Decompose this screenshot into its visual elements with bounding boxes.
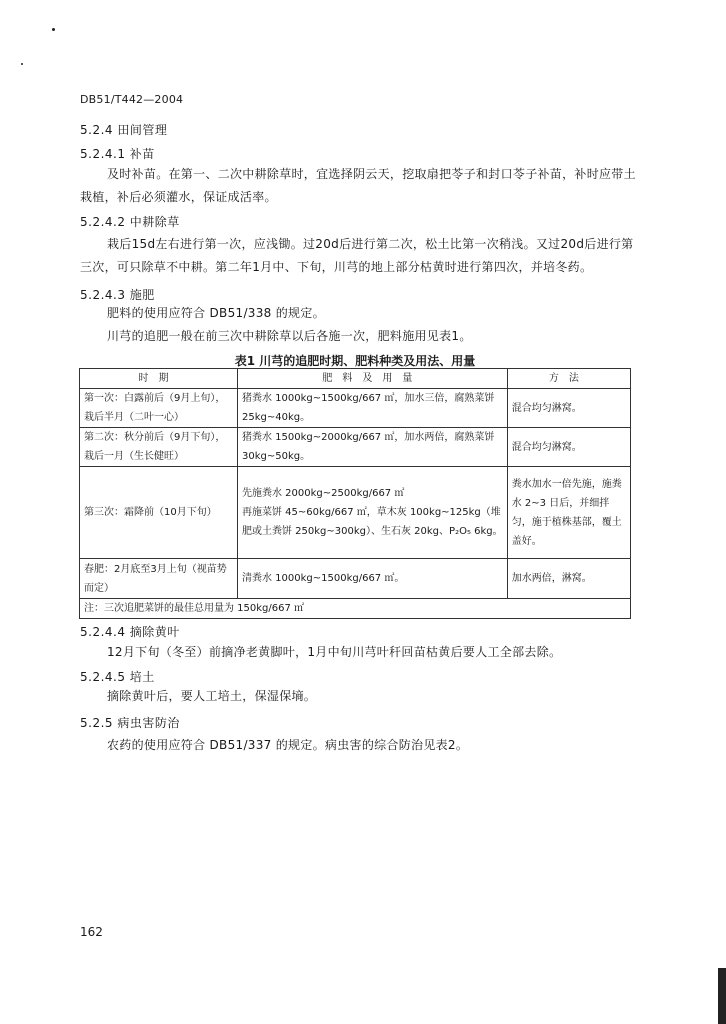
cell-period: 第二次：秋分前后（9月下旬），栽后一月（生长健旺） bbox=[80, 428, 238, 467]
table-row bbox=[80, 428, 631, 467]
table-row bbox=[80, 389, 631, 428]
cell-fertilizer: 猪粪水 1500kg~2000kg/667 ㎡，加水两倍，腐熟菜饼30kg~50kg。 bbox=[237, 428, 507, 467]
cell-method: 加水两倍，淋窝。 bbox=[507, 559, 630, 599]
table-caption: 表1 川芎的追肥时期、肥料种类及用法、用量 bbox=[234, 354, 476, 368]
cell-method: 粪水加水一倍先施，施粪水 2~3 日后，并细拌匀，施于植株基部，覆土盖好。 bbox=[507, 467, 630, 559]
table-note: 注：三次追肥菜饼的最佳总用量为 150kg/667 ㎡ bbox=[80, 599, 631, 619]
table-note-row bbox=[80, 599, 631, 619]
paragraph: 肥料的使用应符合 DB51/338 的规定。 bbox=[107, 306, 325, 320]
table-row bbox=[80, 559, 631, 599]
document-code: DB51/T442—2004 bbox=[80, 93, 184, 106]
paragraph: 摘除黄叶后，要人工培土，保湿保墒。 bbox=[107, 689, 317, 703]
section-heading: 5.2.4.3 施肥 bbox=[80, 288, 155, 302]
paragraph: 12月下旬（冬至）前摘净老黄脚叶，1月中旬川芎叶秆回苗枯黄后要人工全部去除。 bbox=[107, 645, 562, 659]
section-heading: 5.2.4.2 中耕除草 bbox=[80, 215, 180, 229]
section-heading: 5.2.5 病虫害防治 bbox=[80, 716, 180, 730]
scan-speck bbox=[52, 28, 55, 31]
cell-method: 混合均匀淋窝。 bbox=[507, 428, 630, 467]
fertilizer-line: 再施菜饼 45~60kg/667 ㎡，草木灰 100kg~125kg（堆肥或土粪饼 250kg~300kg）、生石灰 20kg、P₂O₅ 6kg。 bbox=[241, 507, 503, 537]
cell-method: 混合均匀淋窝。 bbox=[507, 389, 630, 428]
column-header: 时期 bbox=[80, 369, 238, 389]
paragraph: 农药的使用应符合 DB51/337 的规定。病虫害的综合防治见表2。 bbox=[107, 738, 469, 752]
table-header-row bbox=[80, 369, 631, 389]
section-heading: 5.2.4.1 补苗 bbox=[80, 147, 155, 161]
section-heading: 5.2.4.5 培土 bbox=[80, 670, 155, 684]
column-header: 方法 bbox=[507, 369, 630, 389]
cell-period: 春肥：2月底至3月上旬（视苗势而定） bbox=[80, 559, 238, 599]
section-heading: 5.2.4 田间管理 bbox=[80, 123, 168, 137]
section-heading: 5.2.4.4 摘除黄叶 bbox=[80, 625, 180, 639]
scan-edge-shadow bbox=[718, 968, 726, 1024]
cell-period: 第三次：霜降前（10月下旬） bbox=[80, 467, 238, 559]
cell-period: 第一次：白露前后（9月上旬），栽后半月（二叶一心） bbox=[80, 389, 238, 428]
column-header: 肥料及用量 bbox=[237, 369, 507, 389]
paragraph: 栽后15d左右进行第一次，应浅锄。过20d后进行第二次，松土比第一次稍浅。又过20d后进行第三次，可只除草不中耕。第二年1月中、下旬，川芎的地上部分枯黄时进行第四次，并培冬药。 bbox=[80, 237, 634, 274]
paragraph: 及时补苗。在第一、二次中耕除草时，宜选择阴云天，挖取扇把苓子和封口苓子补苗，补时应带土栽植，补后必须灌水，保证成活率。 bbox=[80, 167, 636, 204]
fertilizer-table bbox=[79, 368, 631, 619]
table-row bbox=[80, 467, 631, 559]
cell-fertilizer bbox=[237, 467, 507, 559]
page-number: 162 bbox=[80, 925, 103, 939]
cell-fertilizer: 清粪水 1000kg~1500kg/667 ㎡。 bbox=[237, 559, 507, 599]
paragraph: 川芎的追肥一般在前三次中耕除草以后各施一次，肥料施用见表1。 bbox=[107, 329, 472, 343]
fertilizer-line: 先施粪水 2000kg~2500kg/667 ㎡ bbox=[241, 488, 405, 499]
scan-speck bbox=[21, 63, 23, 65]
cell-fertilizer: 猪粪水 1000kg~1500kg/667 ㎡，加水三倍，腐熟菜饼25kg~40kg。 bbox=[237, 389, 507, 428]
